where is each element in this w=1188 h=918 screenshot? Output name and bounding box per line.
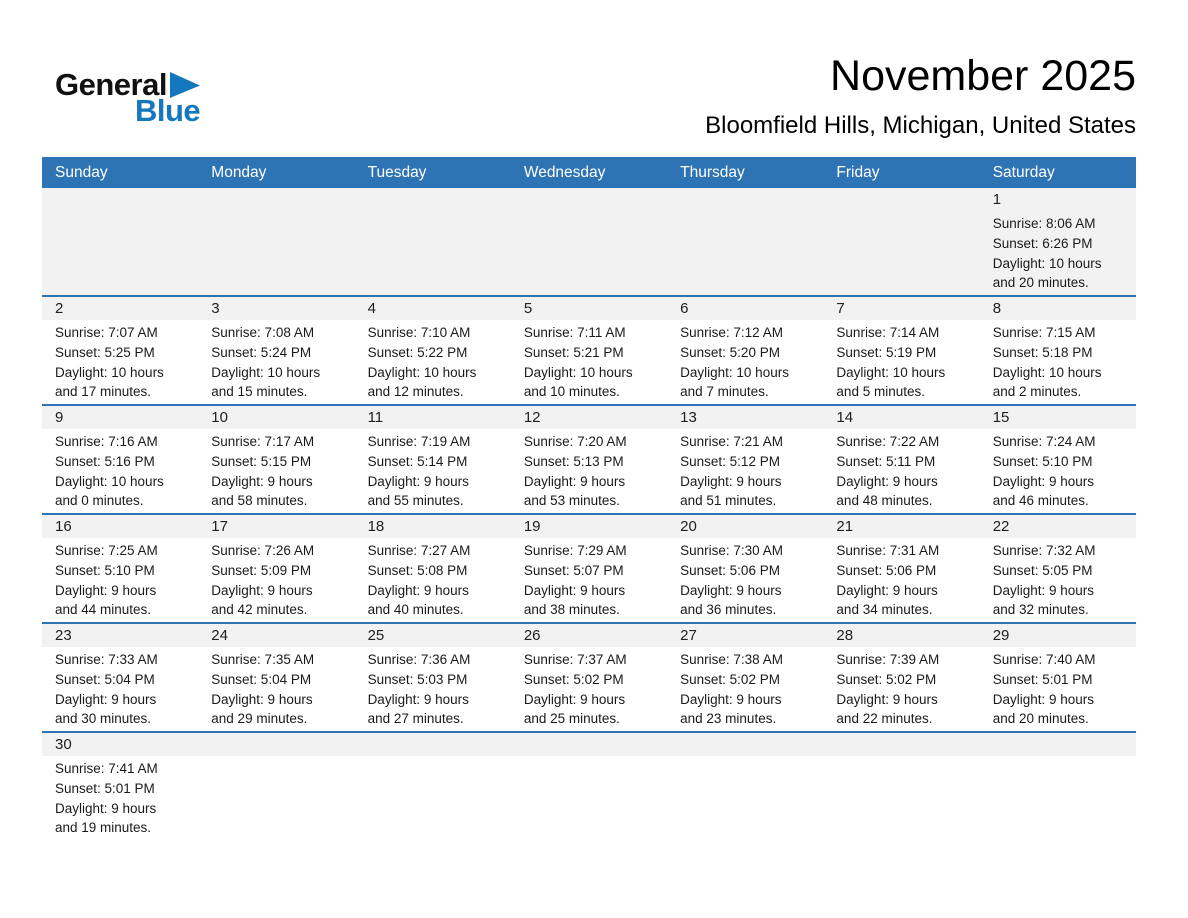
calendar-table [42,157,1136,840]
day-cell-body [355,429,511,511]
day-info-line: Daylight: 10 hours [55,364,164,380]
day-cell [667,406,823,513]
day-number-band [980,297,1136,320]
day-info-line: Daylight: 10 hours [680,364,789,380]
week-row [42,731,1136,840]
week-row [42,295,1136,404]
day-cell-body [980,647,1136,729]
day-number-band [42,624,198,647]
day-info-line: Sunset: 5:06 PM [836,562,937,578]
day-number-band [355,624,511,647]
day-info-line: and 36 minutes. [680,602,777,618]
day-cell-body [198,211,354,214]
day-cell-body [980,538,1136,620]
day-cell-body [355,320,511,402]
day-cell-body [823,756,979,759]
day-number-band [198,515,354,538]
day-number-band [42,188,198,211]
day-number: 30 [55,736,72,753]
day-info-line: Sunrise: 7:15 AM [992,325,1096,340]
day-number: 26 [523,627,541,644]
day-info-line: and 20 minutes. [992,711,1089,727]
week-row [42,188,1136,295]
day-cell-empty [667,733,823,840]
day-cell-body [823,211,979,214]
day-info-line: and 42 minutes. [211,602,308,618]
day-number: 6 [680,300,689,317]
day-number-band [980,406,1136,429]
day-info-line: and 0 minutes. [55,493,144,509]
weekday-saturday: Saturday [992,164,1055,181]
day-cell-body [823,538,979,620]
day-number-band [355,515,511,538]
day-cell-body [667,647,823,729]
day-info-line: Daylight: 9 hours [992,473,1095,489]
day-number-band [511,515,667,538]
day-number-band [667,624,823,647]
day-cell-empty [355,733,511,840]
weekday-sunday: Sunday [55,164,108,181]
weekday-tuesday: Tuesday [367,164,427,181]
day-info-line: Sunset: 5:20 PM [680,344,780,360]
day-number: 27 [680,627,697,644]
day-cell-body [42,538,198,620]
day-cell-body [980,211,1136,293]
day-number-band [198,733,354,756]
day-cell-body [980,320,1136,402]
day-cell [667,515,823,622]
day-number-band [198,188,354,211]
day-cell [823,515,979,622]
day-info-line: Sunrise: 7:39 AM [836,652,940,667]
day-cell-empty [511,733,667,840]
day-number: 28 [836,627,854,644]
day-cell-body [198,647,354,729]
day-info-line: Sunset: 5:18 PM [992,344,1093,360]
day-number-band [511,297,667,320]
day-cell [511,297,667,404]
weekday-monday: Monday [211,164,267,181]
day-info-line: Sunset: 5:05 PM [992,562,1093,578]
day-cell [198,624,354,731]
day-number: 11 [367,409,384,426]
day-cell-body [355,647,511,729]
day-info-line: Sunrise: 7:11 AM [523,325,626,340]
day-info-line: Sunrise: 7:32 AM [992,543,1096,558]
day-info-line: Sunrise: 7:17 AM [211,434,315,449]
day-cell [823,624,979,731]
day-info-line: Daylight: 9 hours [55,691,157,707]
day-info-line: Sunrise: 7:30 AM [680,543,783,558]
day-info-line: Sunset: 5:07 PM [523,562,624,578]
day-info-line: Sunrise: 7:33 AM [55,652,158,667]
day-info-line: Sunrise: 7:08 AM [211,325,315,340]
day-cell [42,515,198,622]
generalblue-logo [55,67,201,128]
day-number-band [823,515,979,538]
day-cell-body [667,211,823,214]
weekday-wednesday: Wednesday [523,164,606,181]
day-info-line: Sunset: 5:16 PM [55,453,155,469]
day-cell-body [511,538,667,620]
day-info-line: Daylight: 9 hours [211,691,313,707]
day-info-line: Sunrise: 7:41 AM [55,761,158,776]
day-cell [355,515,511,622]
week-row [42,404,1136,513]
day-cell-empty [511,188,667,295]
day-number-band [511,624,667,647]
day-info-line: and 22 minutes. [836,711,933,727]
day-info-line: Sunset: 6:26 PM [992,235,1093,251]
day-info-line: Sunrise: 7:21 AM [680,434,783,449]
day-info-line: Sunrise: 7:12 AM [680,325,783,340]
day-info-line: Sunrise: 7:20 AM [523,434,627,449]
day-info-line: Sunset: 5:03 PM [367,671,468,687]
day-cell [823,406,979,513]
day-number: 15 [992,409,1010,426]
day-info-line: and 27 minutes. [367,711,464,727]
day-number: 22 [992,518,1010,535]
day-number-band [355,733,511,756]
day-info-line: Daylight: 9 hours [680,473,782,489]
day-cell [42,297,198,404]
day-info-line: Daylight: 10 hours [992,255,1102,271]
day-cell-empty [823,733,979,840]
day-info-line: Sunrise: 7:29 AM [523,543,627,558]
day-info-line: Sunrise: 8:06 AM [992,216,1096,231]
day-info-line: Sunrise: 7:19 AM [367,434,471,449]
day-number: 7 [836,300,845,317]
day-number: 12 [523,409,541,426]
day-cell-body [823,320,979,402]
day-info-line: Daylight: 9 hours [992,691,1095,707]
day-info-line: and 40 minutes. [367,602,464,618]
day-number: 25 [367,627,385,644]
day-cell [980,406,1136,513]
day-info-line: Sunset: 5:10 PM [55,562,155,578]
day-info-line: Daylight: 9 hours [680,691,782,707]
day-cell-body [355,211,511,214]
day-number-band [667,188,823,211]
day-info-line: Daylight: 9 hours [211,582,313,598]
day-number: 8 [992,300,1002,317]
day-info-line: and 7 minutes. [680,384,769,400]
day-info-line: Daylight: 10 hours [523,364,633,380]
day-number: 13 [680,409,697,426]
weekday-thursday: Thursday [680,164,745,181]
day-info-line: and 10 minutes. [523,384,620,400]
day-info-line: and 12 minutes. [367,384,464,400]
day-cell-empty [823,188,979,295]
day-info-line: Sunrise: 7:24 AM [992,434,1096,449]
day-info-line: Sunrise: 7:35 AM [211,652,315,667]
day-cell-body [511,647,667,729]
day-cell-body [42,211,198,214]
day-info-line: and 25 minutes. [523,711,620,727]
day-number-band [980,624,1136,647]
day-cell-body [198,756,354,759]
day-info-line: and 55 minutes. [367,493,464,509]
day-number-band [823,733,979,756]
day-cell-body [511,211,667,214]
day-cell-body [198,429,354,511]
day-cell-body [42,647,198,729]
day-info-line: Sunset: 5:13 PM [523,453,624,469]
day-info-line: and 38 minutes. [523,602,620,618]
weekday-friday: Friday [836,164,880,181]
day-info-line: and 32 minutes. [992,602,1089,618]
day-cell-body [355,538,511,620]
day-info-line: Sunset: 5:02 PM [836,671,937,687]
day-cell-body [980,756,1136,759]
day-info-line: Sunrise: 7:25 AM [55,543,158,558]
day-cell [42,624,198,731]
day-info-line: Sunrise: 7:16 AM [55,434,158,449]
day-cell-body [667,429,823,511]
day-info-line: Sunrise: 7:38 AM [680,652,783,667]
day-cell [42,733,198,840]
weekday-header-row [42,157,1136,188]
day-info-line: Sunset: 5:01 PM [992,671,1093,687]
day-cell-body [42,429,198,511]
day-number: 4 [367,300,376,317]
day-cell [980,624,1136,731]
day-number-band [42,515,198,538]
day-number-band [198,297,354,320]
day-cell-empty [667,188,823,295]
day-number-band [980,733,1136,756]
day-info-line: Sunset: 5:01 PM [55,780,155,796]
day-cell [198,515,354,622]
day-info-line: and 29 minutes. [211,711,308,727]
day-info-line: and 2 minutes. [992,384,1082,400]
day-info-line: Sunset: 5:04 PM [211,671,312,687]
day-info-line: and 17 minutes. [55,384,152,400]
day-info-line: Sunset: 5:06 PM [680,562,780,578]
day-info-line: Sunset: 5:09 PM [211,562,312,578]
day-number-band [355,406,511,429]
day-info-line: Sunset: 5:14 PM [367,453,468,469]
day-cell [511,406,667,513]
day-info-line: Sunrise: 7:37 AM [523,652,627,667]
day-info-line: Daylight: 9 hours [211,473,313,489]
day-number-band [198,406,354,429]
title-block [705,52,1136,140]
day-info-line: Sunrise: 7:14 AM [836,325,940,340]
day-info-line: Sunrise: 7:27 AM [367,543,471,558]
day-number: 2 [55,300,64,317]
day-info-line: Daylight: 9 hours [680,582,782,598]
day-number-band [511,188,667,211]
day-info-line: and 46 minutes. [992,493,1089,509]
calendar-weeks [42,188,1136,840]
day-cell-body [42,320,198,402]
day-cell-body [980,429,1136,511]
day-cell [355,297,511,404]
day-cell-empty [198,733,354,840]
day-info-line: Sunset: 5:08 PM [367,562,468,578]
day-info-line: Daylight: 9 hours [55,800,157,816]
day-info-line: Sunset: 5:24 PM [211,344,312,360]
day-cell [980,515,1136,622]
day-info-line: Sunset: 5:02 PM [523,671,624,687]
day-info-line: Sunset: 5:19 PM [836,344,937,360]
day-number: 20 [680,518,697,535]
day-info-line: Sunset: 5:02 PM [680,671,780,687]
day-info-line: Sunset: 5:15 PM [211,453,312,469]
day-info-line: Sunset: 5:04 PM [55,671,155,687]
logo-text-general: General [55,67,167,102]
day-info-line: Daylight: 9 hours [55,582,157,598]
day-number-band [355,188,511,211]
day-number: 29 [992,627,1010,644]
day-cell-empty [980,733,1136,840]
day-info-line: and 58 minutes. [211,493,308,509]
day-cell-body [823,647,979,729]
day-info-line: and 48 minutes. [836,493,933,509]
day-number-band [42,297,198,320]
day-cell-body [511,429,667,511]
page-header [0,0,1188,157]
day-number-band [355,297,511,320]
day-cell [355,406,511,513]
location-subtitle: Bloomfield Hills, Michigan, United States [705,112,1136,139]
day-number-band [511,733,667,756]
day-info-line: and 51 minutes. [680,493,777,509]
day-info-line: Daylight: 10 hours [211,364,321,380]
day-info-line: Daylight: 10 hours [836,364,946,380]
day-info-line: Sunset: 5:11 PM [836,453,936,469]
day-info-line: Daylight: 9 hours [367,582,469,598]
day-cell-body [823,429,979,511]
day-cell [511,624,667,731]
day-info-line: Daylight: 10 hours [55,473,164,489]
day-cell-body [511,756,667,759]
day-cell-body [511,320,667,402]
day-info-line: and 53 minutes. [523,493,620,509]
day-number-band [980,515,1136,538]
day-number: 1 [992,191,1002,208]
day-info-line: Daylight: 10 hours [992,364,1102,380]
day-number-band [667,297,823,320]
day-info-line: Sunset: 5:22 PM [367,344,468,360]
day-cell-body [667,756,823,759]
day-number-band [823,297,979,320]
day-number: 5 [523,300,533,317]
day-info-line: Daylight: 9 hours [836,582,938,598]
day-info-line: Sunrise: 7:26 AM [211,543,315,558]
day-info-line: Sunset: 5:10 PM [992,453,1093,469]
day-info-line: and 5 minutes. [836,384,925,400]
day-info-line: Daylight: 9 hours [367,691,469,707]
day-cell-body [42,756,198,838]
day-cell [198,406,354,513]
day-number-band [823,624,979,647]
day-info-line: Sunset: 5:12 PM [680,453,780,469]
week-row [42,622,1136,731]
day-cell-body [667,538,823,620]
day-info-line: Daylight: 9 hours [367,473,469,489]
logo-text-blue: Blue [135,93,201,128]
day-number: 21 [836,518,854,535]
day-cell-body [355,756,511,759]
day-info-line: Daylight: 9 hours [523,691,626,707]
day-cell [980,297,1136,404]
day-number-band [511,406,667,429]
day-number-band [823,406,979,429]
day-number: 18 [367,518,385,535]
day-info-line: and 15 minutes. [211,384,308,400]
day-info-line: Sunrise: 7:40 AM [992,652,1096,667]
day-number-band [667,406,823,429]
day-cell [198,297,354,404]
day-cell [667,624,823,731]
day-cell-empty [198,188,354,295]
day-cell [42,406,198,513]
day-info-line: Daylight: 10 hours [367,364,477,380]
day-info-line: Sunrise: 7:36 AM [367,652,471,667]
day-cell [667,297,823,404]
day-info-line: Sunrise: 7:22 AM [836,434,940,449]
day-cell [823,297,979,404]
day-cell-empty [355,188,511,295]
day-number-band [667,515,823,538]
day-number: 9 [55,409,64,426]
day-info-line: Daylight: 9 hours [836,691,938,707]
day-info-line: Sunrise: 7:10 AM [367,325,471,340]
day-number-band [42,733,198,756]
day-number: 24 [211,627,228,644]
day-info-line: and 44 minutes. [55,602,152,618]
day-number: 16 [55,518,72,535]
day-number: 17 [211,518,228,535]
month-title: November 2025 [830,52,1136,100]
day-number: 19 [523,518,541,535]
day-number-band [198,624,354,647]
day-cell [511,515,667,622]
day-info-line: Daylight: 9 hours [992,582,1095,598]
day-number-band [42,406,198,429]
day-info-line: Sunrise: 7:07 AM [55,325,158,340]
day-cell-body [198,538,354,620]
day-info-line: and 34 minutes. [836,602,933,618]
day-info-line: Sunset: 5:21 PM [523,344,624,360]
day-info-line: Sunset: 5:25 PM [55,344,155,360]
day-number: 23 [55,627,72,644]
day-cell-empty [42,188,198,295]
day-number-band [667,733,823,756]
day-info-line: and 19 minutes. [55,820,152,836]
day-cell [355,624,511,731]
day-number-band [823,188,979,211]
day-info-line: Sunrise: 7:31 AM [836,543,940,558]
day-info-line: and 23 minutes. [680,711,777,727]
day-info-line: and 20 minutes. [992,275,1089,291]
day-info-line: Daylight: 9 hours [836,473,938,489]
day-cell [980,188,1136,295]
day-number: 14 [836,409,854,426]
day-cell-body [667,320,823,402]
day-number: 3 [211,300,220,317]
week-row [42,513,1136,622]
day-number-band [980,188,1136,211]
day-number: 10 [211,409,228,426]
day-cell-body [198,320,354,402]
day-info-line: and 30 minutes. [55,711,152,727]
day-info-line: Daylight: 9 hours [523,473,626,489]
day-info-line: Daylight: 9 hours [523,582,626,598]
